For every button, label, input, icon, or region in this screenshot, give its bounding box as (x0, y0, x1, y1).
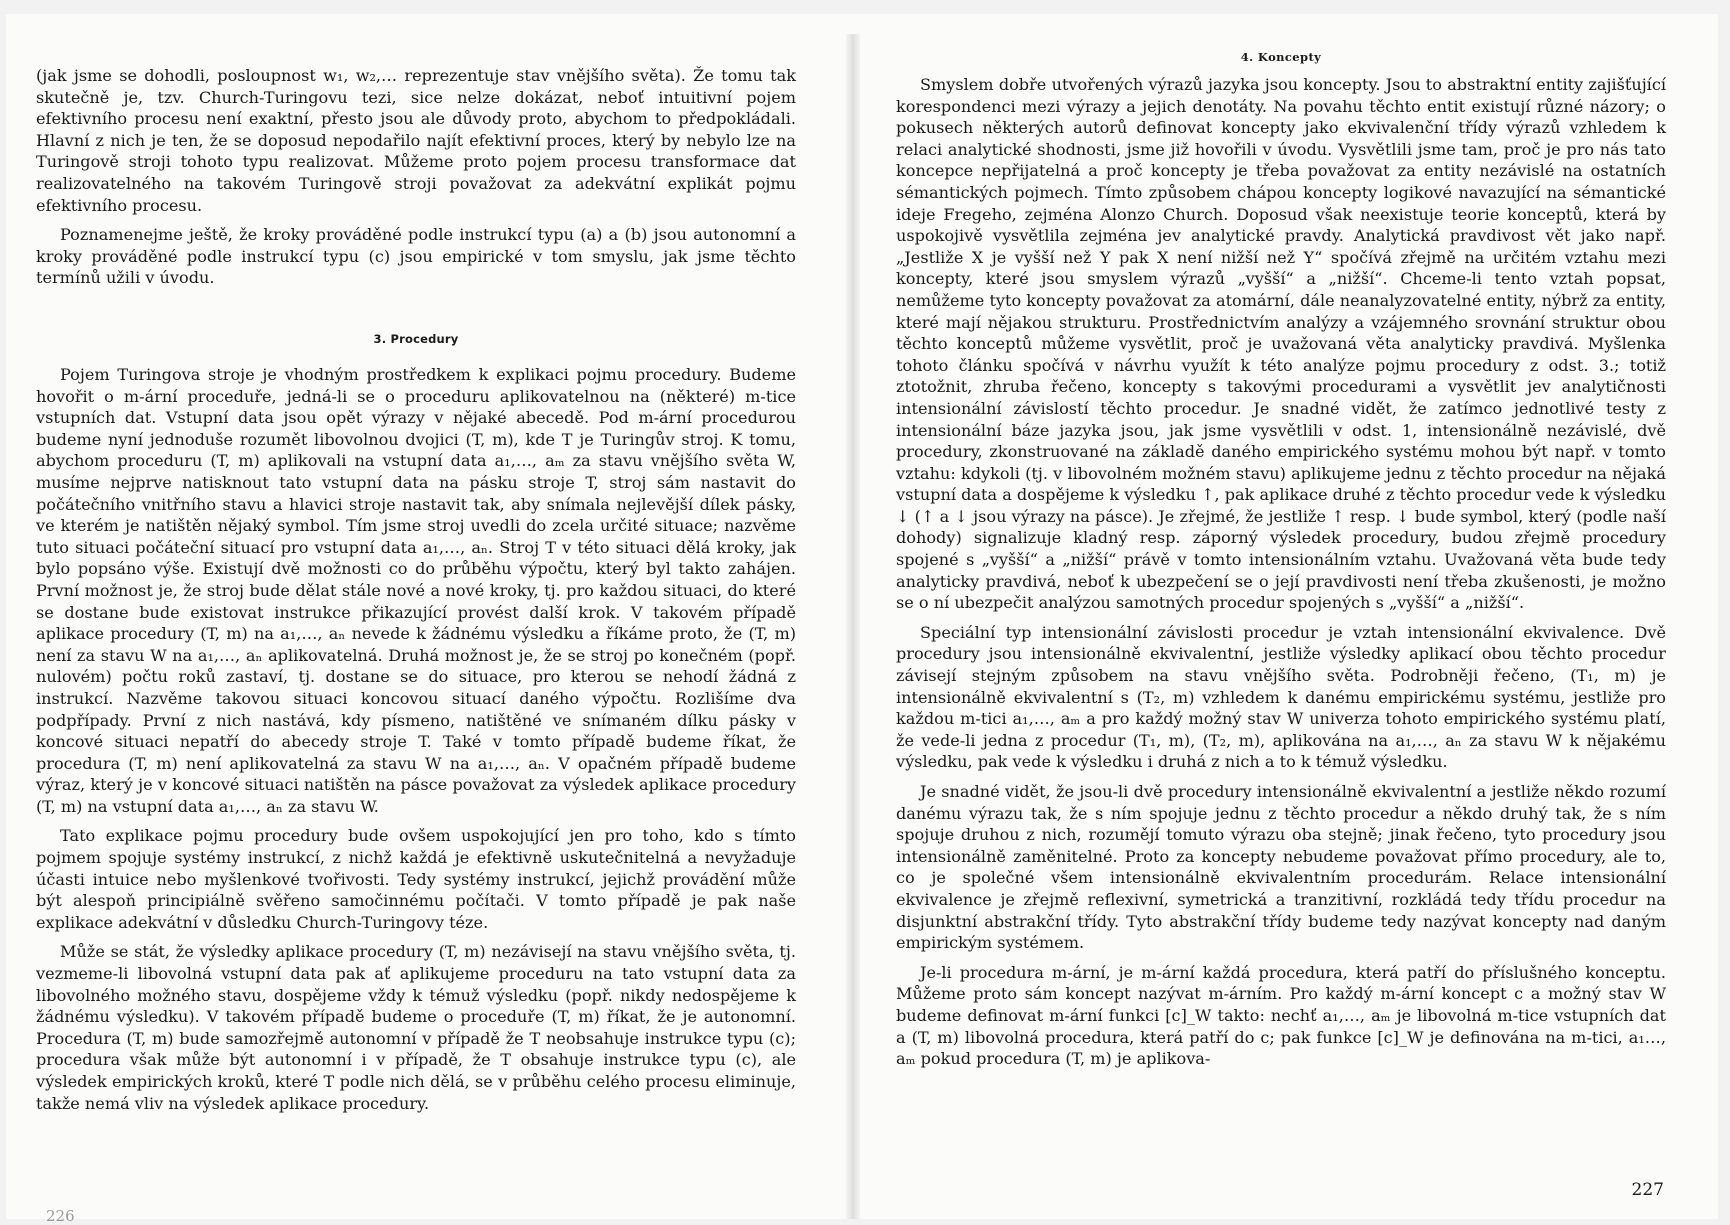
intro-paragraph-1: (jak jsme se dohodli, posloupnost w₁, w₂,… reprezentuje stav vnějšího světa). Že tomu tak skutečně je, tzv. Church-Turingovu tezi, sice nelze dokázat, neboť intuitivní pojem efektivního procesu není exaktní, přesto jsou ale důvody proto, abychom to předpokládali. Hlavní z nich je ten, že se doposud nepodařilo najít efektivní proces, který by nebylo lze na Turingově stroji tohoto typu realizovat. Můžeme proto pojem procesu transformace dat realizovatelného na takovém Turingově stroji považovat za adekvátní explikát pojmu efektivního procesu. (36, 66, 796, 215)
koncepty-paragraph-4: Je-li procedura m-ární, je m-ární každá procedura, která patří do příslušného konceptu. Můžeme proto sám koncept nazývat m-árním. Pro každý m-ární koncept c a možný stav W budeme definovat m-ární funkci [c]_W takto: nechť a₁,…, aₘ je libovolná m-tice vstupních dat a (T, m) libovolná procedura, která patří do c; pak funkce [c]_W je definována na m-tici, a₁…, aₘ pokud procedura (T, m) je aplikova- (896, 962, 1666, 1069)
intro-paragraph-2: Poznamenejme ještě, že kroky prováděné podle instrukcí typu (a) a (b) jsou autonomní a kroky prováděné podle instrukcí typu (c) jsou empirické v tom smyslu, jak jsme těchto termínů užili v úvodu. (36, 225, 796, 288)
page-number-left: 226 (46, 1207, 75, 1225)
section-paragraph-1: Pojem Turingova stroje je vhodným prostředkem k explikaci pojmu procedury. Budeme hovořit o m-ární proceduře, jedná-li se o proceduru aplikovatelnou na (některé) m-tice vstupních dat. Vstupní data jsou opět výrazy v nějaké abecedě. Pod m-ární procedurou budeme nyní jednoduše rozumět libovolnou dvojici (T, m), kde T je Turingův stroj. K tomu, abychom proceduru (T, m) aplikovali na vstupní data a₁,…, aₘ za stavu vnějšího světa W, musíme nejprve natisknout tato vstupní data na pásku stroje T, stroj sám nastavit do počátečního vnitřního stavu a hlavici stroje nastavit tak, aby snímala nejlevější dílek pásky, ve kterém je natištěn nějaký symbol. Tím jsme stroj uvedli do zcela určité situace; nazvěme tuto situaci počáteční situací pro vstupní data a₁,…, aₙ. Stroj T v této situaci dělá kroky, jak bylo popsáno výše. Existují dvě možnosti co do průběhu výpočtu, který byl takto zahájen. První možnost je, že stroj bude dělat stále nové a nové kroky, tj. pro každou situaci, do které se dostane bude existovat instrukce přikazující provést další krok. V takovém případě aplikace procedury (T, m) na a₁,…, aₙ nevede k žádnému výsledku a říkáme proto, že (T, m) není za stavu W na a₁,…, aₙ aplikovatelná. Druhá možnost je, že se stroj po konečném (popř. nulovém) počtu roků zastaví, tj. dostane se do situace, pro kterou se nehodí žádná z instrukcí. Nazvěme takovou situaci koncovou situací daného výpočtu. Rozlišíme dva podpřípady. První z nich nastává, kdy písmeno, natištěné ve snímaném dílku pásky v koncové situaci nepatří do abecedy stroje T. Také v tomto případě budeme říkat, že procedura (T, m) není aplikovatelná za stavu W na a₁,…, aₙ. V opačném případě budeme výraz, který je v koncové situaci natištěn na pásce považovat za výsledek aplikace procedury (T, m) na vstupní data a₁,…, aₙ za stavu W. (36, 365, 796, 816)
section-text (36, 364, 796, 1114)
koncepty-text (896, 74, 1666, 1070)
section-paragraph-2: Tato explikace pojmu procedury bude ovšem uspokojující jen pro toho, kdo s tímto pojmem spojuje systémy instrukcí, z nichž každá je efektivně uskutečnitelná a nevyžaduje účasti intuice nebo myšlenkové tvořivosti. Tedy systémy instrukcí, jejichž provádění může být alespoň principiálně svěřeno samočinnému počítači. V tomto případě je pak naše explikace adekvátní v důsledku Church-Turingovy téze. (36, 826, 796, 932)
section-heading-procedury: 3. Procedury (373, 332, 459, 346)
book-spread (6, 14, 1718, 1225)
book-gutter (846, 34, 860, 1219)
koncepty-paragraph-3: Je snadné vidět, že jsou-li dvě procedury intensionálně ekvivalentní a jestliže někdo rozumí danému výrazu tak, že s ním spojuje jednu z těchto procedur a někdo druhý tak, že s ním spojuje druhou z nich, rozumějí tomuto výrazu oba stejně; jinak řečeno, tyto procedury jsou intensionálně zaměnitelné. Proto za koncepty nebudeme považovat přímo procedury, ale to, co je společné všem intensionálně ekvivalentním procedurám. Relace intensionální ekvivalence je zřejmě reflexivní, symetrická a tranzitivní, rozkládá tedy třídu procedur na disjunktní abstrakční třídy. Tyto abstrakční třídy budeme tedy nazývat koncepty nad daným empirickým systémem. (896, 782, 1666, 953)
koncepty-paragraph-2: Speciální typ intensionální závislosti procedur je vztah intensionální ekvivalence. Dvě procedury jsou intensionálně ekvivalentní, jestliže výsledky aplikací obou těchto procedur závisejí stejným způsobem na stavu vnějšího světa. Podrobněji řečeno, (T₁, m) je intensionálně ekvivalentní s (T₂, m) vzhledem k danému empirickému systému, jestliže pro každou m-tici a₁,…, aₘ a pro každý možný stav W univerza tohoto empirického systému platí, že vede-li jedna z procedur (T₁, m), (T₂, m), aplikována na a₁,…, aₙ za stavu W k nějakému výsledku, pak vede k výsledku i druhá z nich a to k témuž výsledku. (896, 622, 1666, 772)
running-head-koncepty: 4. Koncepty (1240, 50, 1322, 64)
koncepty-paragraph-1: Smyslem dobře utvořených výrazů jazyka jsou koncepty. Jsou to abstraktní entity zajišťující korespondenci mezi výrazy a jejich denotáty. Na povahu těchto entit existují různé názory; o pokusech některých autorů definovat koncepty jako ekvivalenční třídy výrazů vzhledem k relaci analytické shodnosti, jsme již hovořili v úvodu. Vysvětlili jsme tam, proč je pro nás tato koncepce nepřijatelná a proč koncepty je třeba považovat za entity nezávislé na ostatních sémantických pojmech. Tímto způsobem chápou koncepty logikové navazující na sémantické ideje Fregeho, zejména Alonzo Church. Doposud však neexistuje teorie konceptů, která by uspokojivě vysvětlila zejména jev analytické pravdy. Analytická pravdivost vět jako např. „Jestliže X je vyšší než Y pak X není nižší než Y“ spočívá zřejmě na určitém vztahu mezi koncepty, které jsou smyslem výrazů „vyšší“ a „nižší“. Chceme-li tento vztah popsat, nemůžeme tyto koncepty považovat za atomární, dále neanalyzovatelné entity, nýbrž za entity, které mají nějakou strukturu. Prostřednictvím analýzy a vzájemného srovnání struktur obou těchto konceptů můžeme vysvětlit, proč je uvažovaná věta analyticky pravdivá. Myšlenka tohoto článku spočívá v návrhu využít k této analýze pojmu procedury z odst. 3.; totiž ztotožnit, zhruba řečeno, koncepty s takovými procedurami a vysvětlit jev analytičnosti intensionální závislostí těchto procedur. Je snadné vidět, že zatímco jednotlivé testy z intensionální báze jazyka jsou, jak jsme vysvětlili v odst. 1, intensionálně nezávislé, dvě procedury, zkonstruované na základě daného empirického systému mohou být např. v tomto vztahu: kdykoli (tj. v libovolném možném stavu) aplikujeme jednu z těchto procedur na nějaká vstupní data a dospějeme k výsledku ↑, pak aplikace druhé z těchto procedur vede k výsledku ↓ (↑ a ↓ jsou výrazy na pásce). Je zřejmé, že jestliže ↑ resp. ↓ bude symbol, který (podle naší dohody) signalizuje kladný resp. záporný výsledek procedury, budou zřejmě procedury spojené s „vyšší“ a „nižší“ právě v tomto intensionálním vztahu. Uvažovaná věta bude tedy analyticky pravdivá, neboť k ubezpečení se o její pravdivosti není třeba zkušenosti, je možno se o ní ubezpečit analýzou samotných procedur spojených s „vyšší“ a „nižší“. (896, 75, 1666, 613)
intro-text (36, 65, 796, 289)
page-number-right: 227 (1631, 1180, 1664, 1200)
section-paragraph-3: Může se stát, že výsledky aplikace procedury (T, m) nezávisejí na stavu vnějšího světa, tj. vezmeme-li libovolná vstupní data pak ať aplikujeme proceduru na tato vstupní data za libovolného možného stavu, dospějeme vždy k témuž výsledku (popř. nikdy nedospějeme k žádnému výsledku). V takovém případě budeme o proceduře (T, m) říkat, že je autonomní. Procedura (T, m) bude samozřejmě autonomní v případě že T neobsahuje instrukce typu (c); procedura však může být autonomní i v případě, že T obsahuje instrukce typu (c), ale výsledek empirických kroků, které T podle nich dělá, se v průběhu celého procesu eliminuje, takže nemá vliv na výsledek aplikace procedury. (36, 942, 796, 1113)
